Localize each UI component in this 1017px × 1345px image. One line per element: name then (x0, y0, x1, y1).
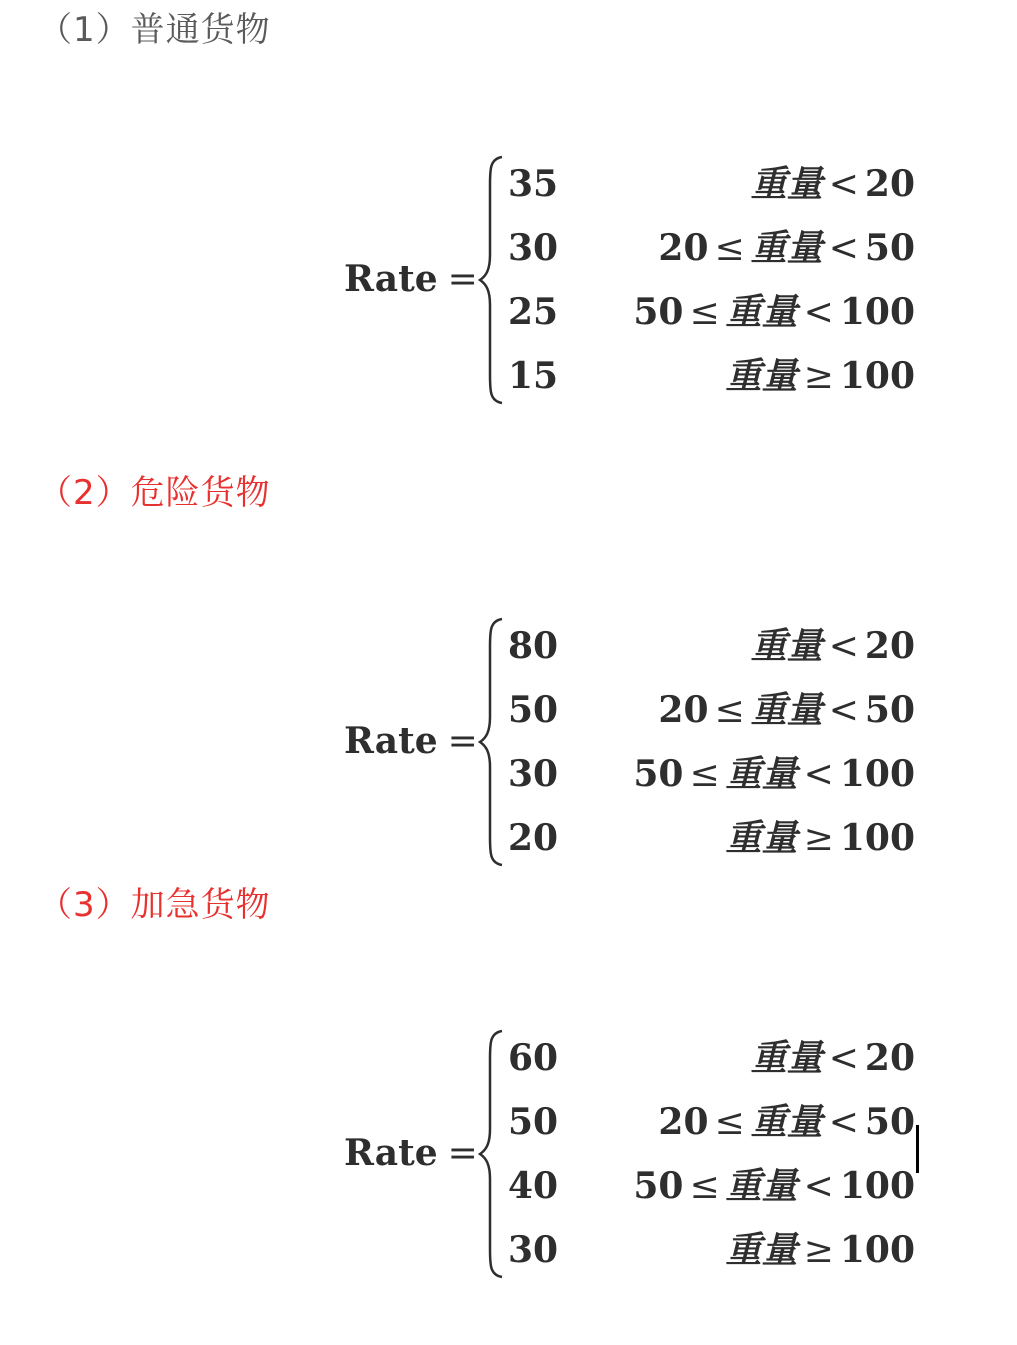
weight-condition: 50 ≤ 重量 < 100 (633, 291, 915, 333)
rate-value: 30 (508, 227, 559, 269)
weight-condition: 50 ≤ 重量 < 100 (633, 753, 915, 795)
weight-condition: 20 ≤ 重量 < 50 (658, 689, 915, 731)
rate-formula-express-cargo (340, 874, 940, 1271)
equals-sign: = (447, 721, 478, 762)
rate-value: 40 (508, 1165, 559, 1207)
rate-value: 30 (508, 753, 559, 795)
equals-sign: = (447, 1133, 478, 1174)
rate-formula-dangerous-cargo (340, 462, 940, 859)
rate-label: Rate (344, 720, 438, 762)
rate-label: Rate (344, 1132, 438, 1174)
section-title-dangerous-cargo: （2）危险货物 (38, 473, 271, 513)
rate-value: 50 (508, 1101, 559, 1143)
weight-condition: 20 ≤ 重量 < 50 (658, 227, 915, 269)
weight-condition: 重量 ≥ 100 (725, 817, 915, 859)
rate-value: 25 (508, 291, 559, 333)
left-brace-icon (478, 155, 506, 405)
rate-value: 30 (508, 1229, 559, 1271)
left-brace-icon (478, 1029, 506, 1279)
equals-sign: = (447, 259, 478, 300)
weight-condition: 重量 < 20 (750, 625, 915, 667)
formula-lhs (344, 720, 478, 762)
weight-condition: 重量 ≥ 100 (725, 1229, 915, 1271)
section-title-general-cargo: （1）普通货物 (38, 10, 271, 50)
formula-lhs (344, 1132, 478, 1174)
weight-condition: 重量 ≥ 100 (725, 355, 915, 397)
rate-formula-general-cargo (340, 0, 940, 397)
section-title-express-cargo: （3）加急货物 (38, 885, 271, 925)
rate-value: 50 (508, 689, 559, 731)
formula-lhs (344, 258, 478, 300)
rate-label: Rate (344, 258, 438, 300)
left-brace-icon (478, 617, 506, 867)
weight-condition: 50 ≤ 重量 < 100 (633, 1165, 915, 1207)
text-cursor (916, 1125, 919, 1173)
rate-value: 20 (508, 817, 559, 859)
rate-value: 80 (508, 625, 559, 667)
weight-condition: 重量 < 20 (750, 1037, 915, 1079)
weight-condition: 20 ≤ 重量 < 50 (658, 1101, 915, 1143)
rate-value: 35 (508, 163, 559, 205)
rate-value: 15 (508, 355, 559, 397)
weight-condition: 重量 < 20 (750, 163, 915, 205)
rate-value: 60 (508, 1037, 559, 1079)
